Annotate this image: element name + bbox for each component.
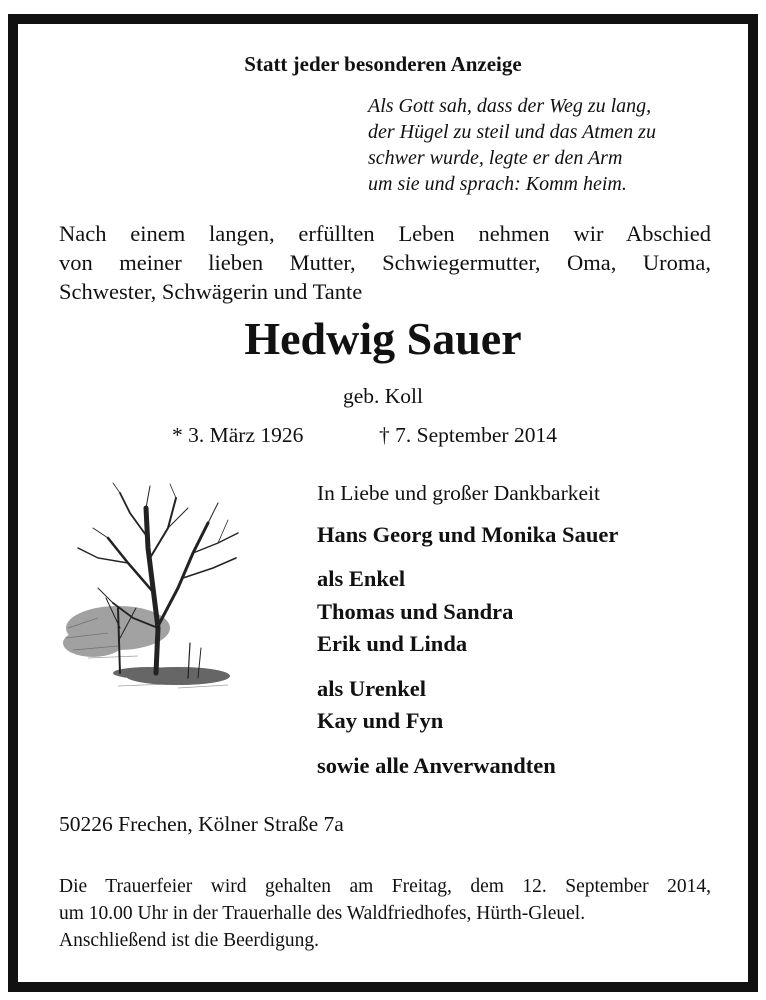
poem-line: schwer wurde, legte er den Arm [368, 147, 623, 169]
poem [368, 93, 656, 197]
intro-line: Nach einem langen, erfüllten Leben nehmen wir Abschied [59, 221, 711, 246]
grandchildren-names: Erik und Linda [317, 631, 468, 656]
notice-header: Statt jeder besonderen Anzeige [244, 52, 522, 76]
death-date: † 7. September 2014 [379, 423, 557, 447]
funeral-line: Die Trauerfeier wird gehalten am Freitag, dem 12. September 2014, [59, 876, 711, 897]
intro-line: von meiner lieben Mutter, Schwiegermutter, Oma, Uroma, [59, 250, 711, 275]
grandchildren-names: Thomas und Sandra [317, 599, 514, 624]
maiden-name: geb. Koll [342, 384, 424, 408]
children-names: Hans Georg und Monika Sauer [317, 522, 619, 547]
tree-illustration-icon [58, 478, 254, 698]
funeral-info [59, 873, 711, 954]
poem-line: der Hügel zu steil und das Atmen zu [368, 121, 656, 143]
great-grandchildren-names: Kay und Fyn [317, 708, 444, 733]
funeral-line: um 10.00 Uhr in der Trauerhalle des Waldfriedhofes, Hürth-Gleuel. [59, 903, 586, 924]
poem-line: um sie und sprach: Komm heim. [368, 173, 627, 195]
deceased-name: Hedwig Sauer [244, 313, 522, 364]
great-grandchildren-heading: als Urenkel [317, 676, 426, 701]
intro-line: Schwester, Schwägerin und Tante [59, 279, 363, 304]
relatives-line: sowie alle Anverwandten [317, 753, 556, 778]
grandchildren-heading: als Enkel [317, 566, 406, 591]
poem-line: Als Gott sah, dass der Weg zu lang, [368, 95, 652, 117]
intro-text [59, 219, 711, 306]
thanks-line: In Liebe und großer Dankbarkeit [317, 481, 600, 505]
funeral-line: Anschließend ist die Beerdigung. [59, 930, 319, 951]
address: 50226 Frechen, Kölner Straße 7a [59, 812, 344, 836]
birth-date: * 3. März 1926 [172, 423, 304, 447]
